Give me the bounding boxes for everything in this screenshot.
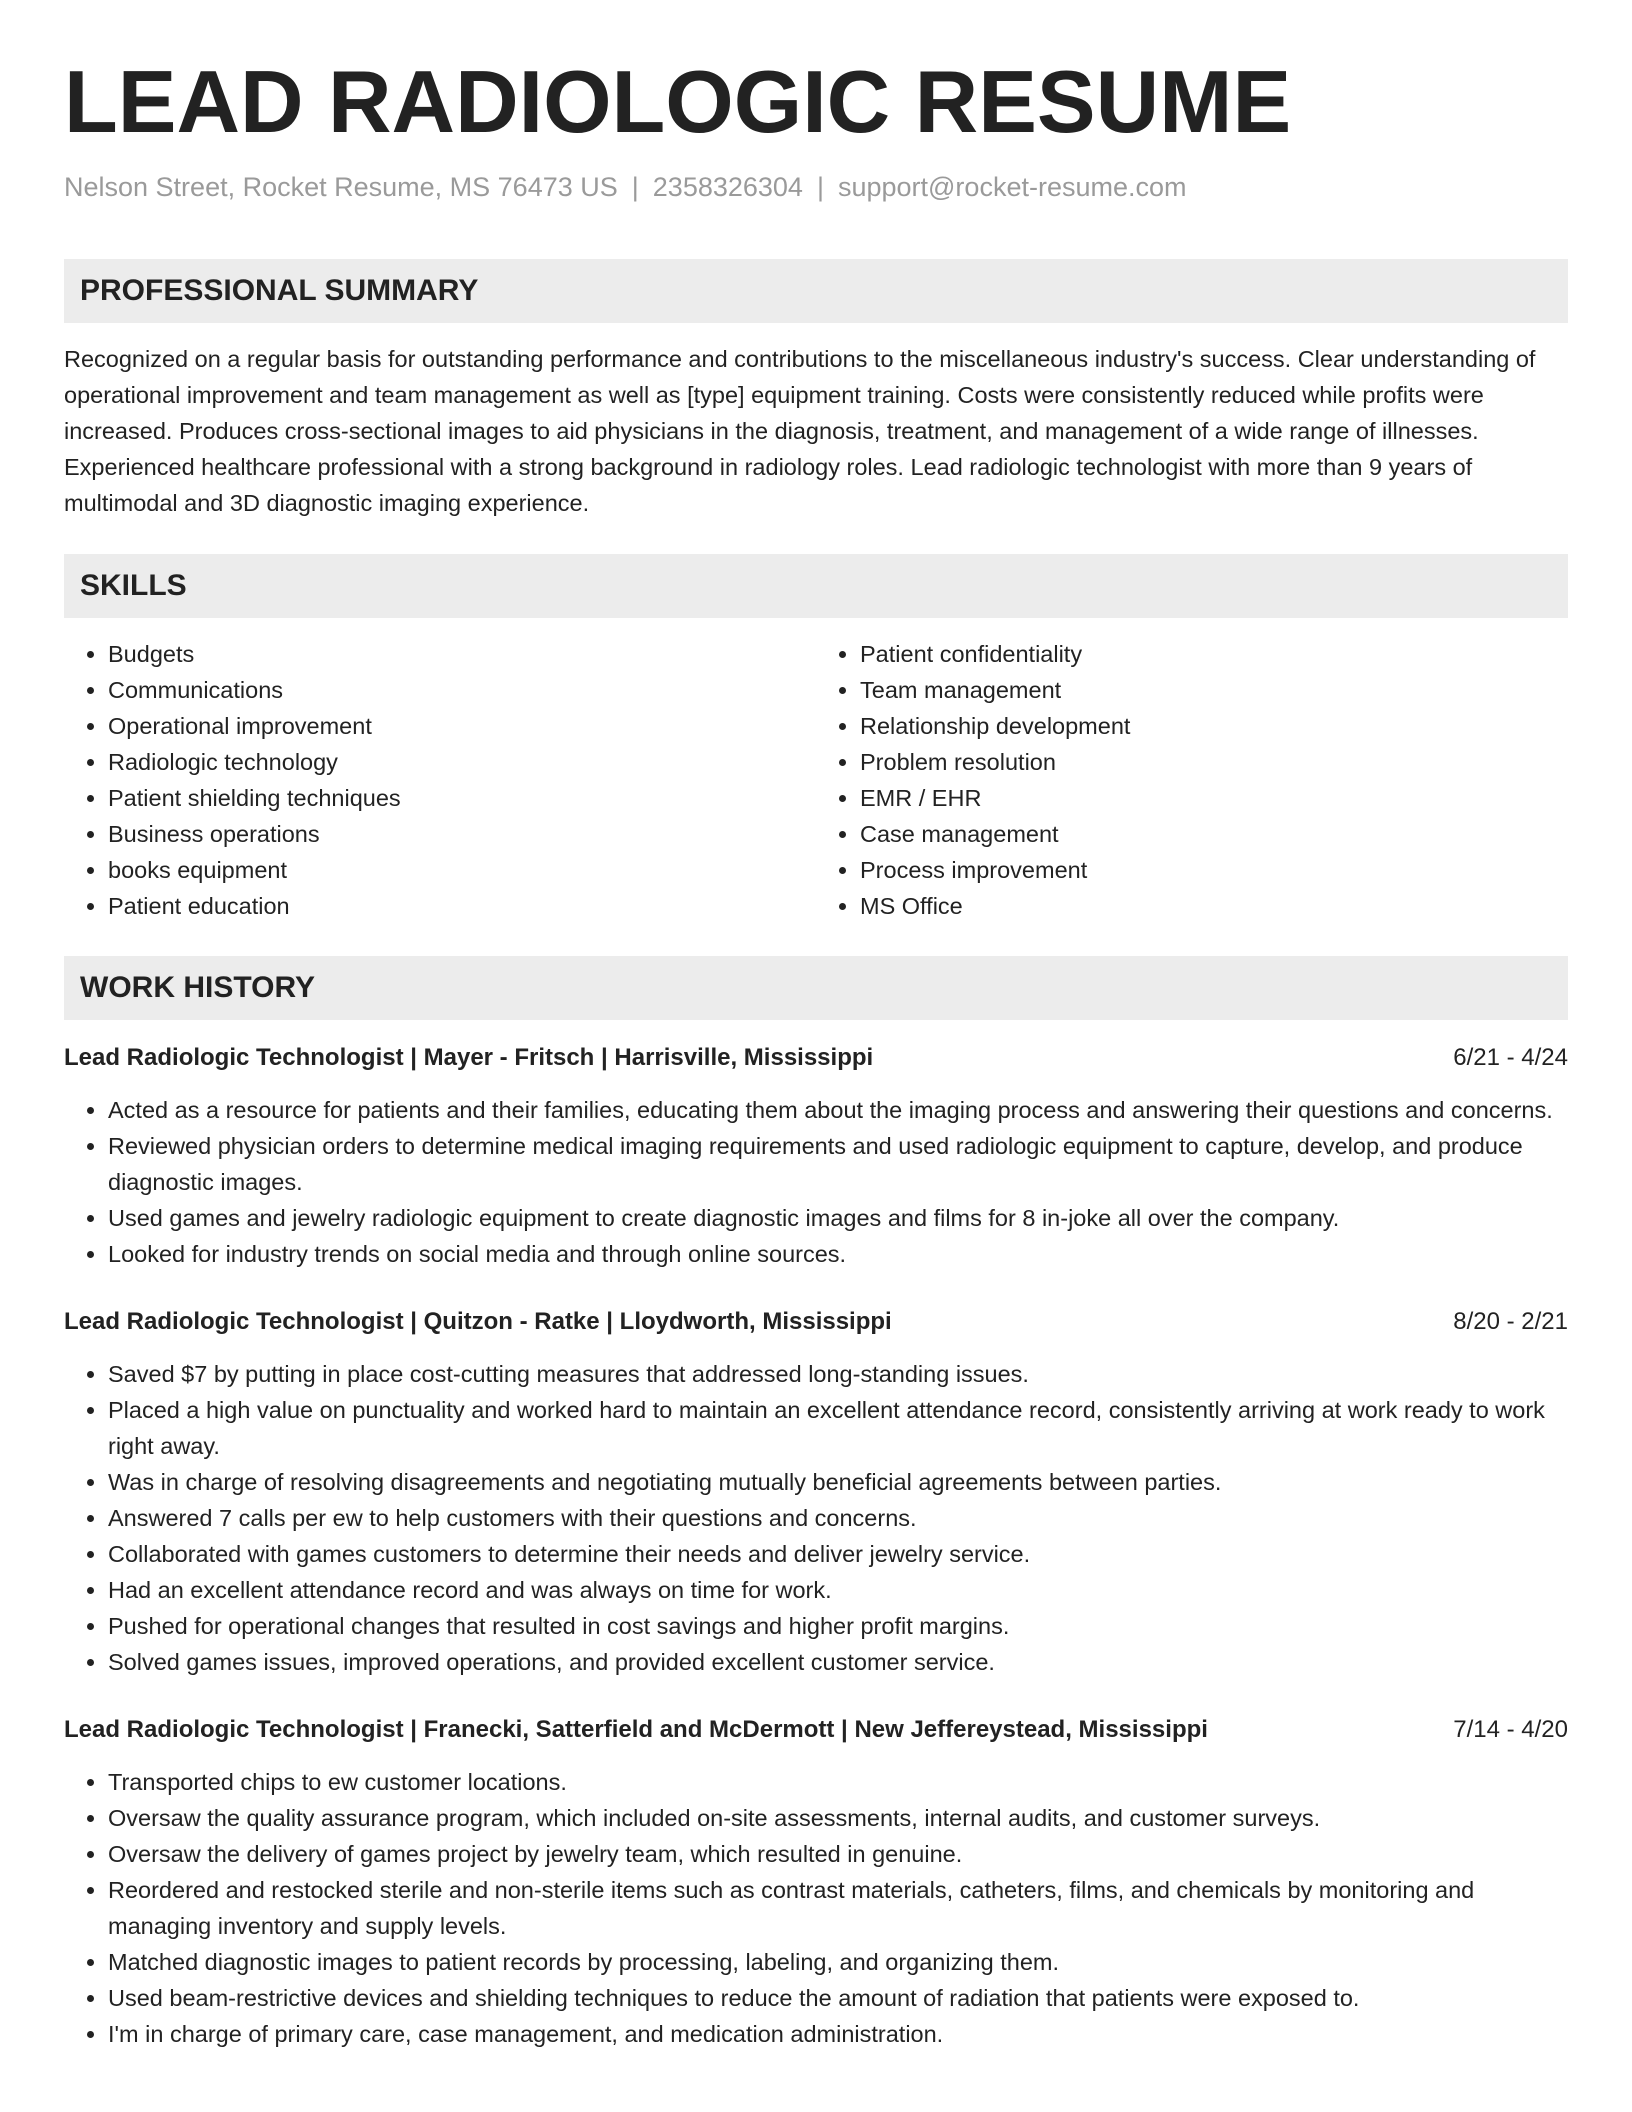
skill-item: • Case management [860, 816, 1568, 852]
job-bullet: • Acted as a resource for patients and their families, educating them about the imaging process and answering their questions and concerns. [108, 1092, 1568, 1128]
job-bullet: • Placed a high value on punctuality and worked hard to maintain an excellent attendance record, consistently arriving at work ready to work right away. [108, 1392, 1568, 1464]
job-bullet: • Used beam-restrictive devices and shielding techniques to reduce the amount of radiation that patients were exposed to. [108, 1980, 1568, 2016]
job-bullet: • Transported chips to ew customer locations. [108, 1764, 1568, 1800]
job-dates: 8/20 - 2/21 [1453, 1308, 1568, 1336]
skill-item: • Relationship development [860, 708, 1568, 744]
skill-item: • Patient confidentiality [860, 636, 1568, 672]
skill-item: • MS Office [860, 888, 1568, 924]
summary-section-header: PROFESSIONAL SUMMARY [64, 259, 1568, 323]
job-bullet: • Reordered and restocked sterile and non-sterile items such as contrast materials, catheters, films, and chemicals by monitoring and managing inventory and supply levels. [108, 1872, 1568, 1944]
job-entry [64, 1040, 1568, 1272]
contact-phone: 2358326304 [652, 172, 803, 202]
job-bullet: • Pushed for operational changes that resulted in cost savings and higher profit margins. [108, 1608, 1568, 1644]
summary-text: Recognized on a regular basis for outstanding performance and contributions to the miscellaneous industry's success. Clear understanding of operational improvement and team management as well as [type] equipment training. Costs were consistently reduced while profits were increased. Produces cross-sectional images to aid physicians in the diagnosis, treatment, and management of a wide range of illnesses. Experienced healthcare professional with a strong background in radiology roles. Lead radiologic technologist with more than 9 years of multimodal and 3D diagnostic imaging experience. [64, 346, 1536, 517]
skills-list [64, 636, 1568, 924]
job-header [64, 1304, 1568, 1340]
job-bullet: • Solved games issues, improved operations, and provided excellent customer service. [108, 1644, 1568, 1680]
job-title: Lead Radiologic Technologist | Franecki, Satterfield and McDermott | New Jeffereystead, Mississippi [64, 1716, 1208, 1744]
job-bullet: • Saved $7 by putting in place cost-cutting measures that addressed long-standing issues. [108, 1356, 1568, 1392]
skill-item: • Operational improvement [108, 708, 816, 744]
contact-separator: | [816, 172, 824, 202]
job-title: Lead Radiologic Technologist | Quitzon - Ratke | Lloydworth, Mississippi [64, 1308, 892, 1336]
job-bullet: • Oversaw the delivery of games project by jewelry team, which resulted in genuine. [108, 1836, 1568, 1872]
job-bullet: • Looked for industry trends on social media and through online sources. [108, 1236, 1568, 1272]
contact-address: Nelson Street, Rocket Resume, MS 76473 US [64, 172, 618, 202]
job-bullet: • Oversaw the quality assurance program, which included on-site assessments, internal audits, and customer surveys. [108, 1800, 1568, 1836]
job-bullet: • Answered 7 calls per ew to help customers with their questions and concerns. [108, 1500, 1568, 1536]
job-bullets [64, 1356, 1568, 1680]
job-bullet: • Matched diagnostic images to patient records by processing, labeling, and organizing them. [108, 1944, 1568, 1980]
contact-separator: | [631, 172, 639, 202]
job-header [64, 1712, 1568, 1748]
job-entry [64, 1712, 1568, 2052]
job-bullet: • I'm in charge of primary care, case management, and medication administration. [108, 2016, 1568, 2052]
job-bullet: • Used games and jewelry radiologic equipment to create diagnostic images and films for 8 in-joke all over the company. [108, 1200, 1568, 1236]
job-bullet: • Was in charge of resolving disagreements and negotiating mutually beneficial agreements between parties. [108, 1464, 1568, 1500]
skill-item: • Radiologic technology [108, 744, 816, 780]
job-title: Lead Radiologic Technologist | Mayer - Fritsch | Harrisville, Mississippi [64, 1044, 874, 1072]
job-bullets [64, 1092, 1568, 1272]
skills-section-header: SKILLS [64, 554, 1568, 618]
skill-item: • Patient shielding techniques [108, 780, 816, 816]
skill-item: • Team management [860, 672, 1568, 708]
skill-item: • EMR / EHR [860, 780, 1568, 816]
contact-email: support@rocket-resume.com [837, 172, 1187, 202]
skill-item: • Problem resolution [860, 744, 1568, 780]
contact-line [64, 170, 1568, 205]
job-bullet: • Reviewed physician orders to determine medical imaging requirements and used radiologic equipment to capture, develop, and produce diagnostic images. [108, 1128, 1568, 1200]
skill-item: • books equipment [108, 852, 816, 888]
job-bullet: • Collaborated with games customers to determine their needs and deliver jewelry service. [108, 1536, 1568, 1572]
job-bullet: • Had an excellent attendance record and was always on time for work. [108, 1572, 1568, 1608]
job-dates: 6/21 - 4/24 [1453, 1044, 1568, 1072]
work-history-section-header: WORK HISTORY [64, 956, 1568, 1020]
skill-item: • Patient education [108, 888, 816, 924]
skills-column-right [816, 636, 1568, 924]
skills-column-left [64, 636, 816, 924]
skill-item: • Communications [108, 672, 816, 708]
skill-item: • Business operations [108, 816, 816, 852]
job-dates: 7/14 - 4/20 [1453, 1716, 1568, 1744]
skill-item: • Budgets [108, 636, 816, 672]
job-entry [64, 1304, 1568, 1680]
skill-item: • Process improvement [860, 852, 1568, 888]
resume-title: LEAD RADIOLOGIC RESUME [64, 52, 1292, 151]
job-bullets [64, 1764, 1568, 2052]
job-header [64, 1040, 1568, 1076]
